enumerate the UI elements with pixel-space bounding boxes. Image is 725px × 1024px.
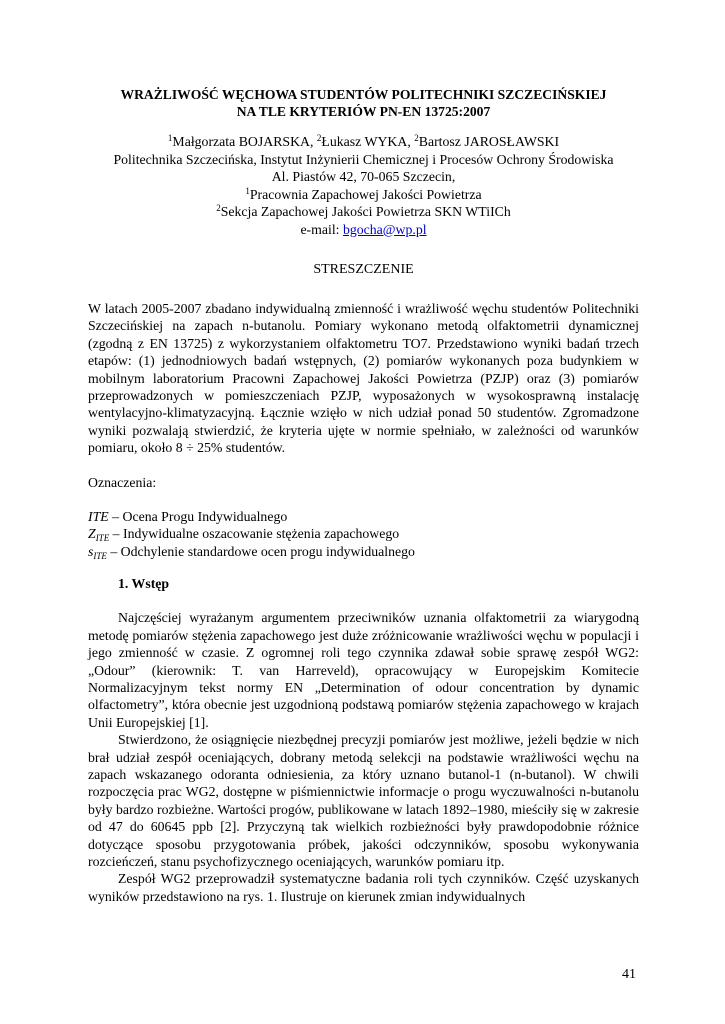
section-heading-introduction: 1. Wstęp (118, 576, 170, 592)
paper-page (88, 86, 639, 905)
email-link[interactable]: bgocha@wp.pl (342, 221, 427, 237)
email-line: e-mail: bgocha@wp.pl (300, 221, 427, 237)
author-block (88, 133, 639, 238)
notation-heading: Oznaczenia: (88, 474, 157, 490)
intro-paragraph-1: Najczęściej wyrażanym argumentem przeciwników uznania olfaktometrii za wiarygodną metodę pomiarów stężenia zapachowego jest duże zróżnicowanie wrażliwości węchu w populacji i jego zmienność w czasie. Z ogromnej roli tego czynnika zdawał sobie sprawę zespół WG2: „Odour” (kierownik: T. van Harreveld), opracowujący w Europejskim Komitecie Normalizacyjnym tekst normy EN „Determination of odour concentration by dynamic olfactometry”, która obecnie jest uzgodnioną podstawą pomiarów stężenia zapachowego w krajach Unii Europejskiej [1]. (88, 610, 639, 730)
intro-paragraph-2: Stwierdzono, że osiągnięcie niezbędnej precyzji pomiarów jest możliwe, jeżeli będzie w nich brał udział zespół oceniających, dobrany metodą selekcji na podstawie wrażliwości węchu na zapach wskazanego odoranta odniesienia, za który uznano butanol-1 (n-butanol). W chwili rozpoczęcia prac WG2, dostępne w piśmiennictwie informacje o progu wyczuwalności n-butanolu były bardzo rozbieżne. Wartości progów, publikowane w latach 1892–1980, mieściły się w zakresie od 47 do 60645 ppb [2]. Przyczyną tak wielkich rozbieżności były prawdopodobnie różnice dotyczące sposobu przygotowania próbek, jakości odczynników, sposobu wykonywania rozcieńczeń, stanu psychofizycznego oceniających, warunków pomiaru itp. (88, 732, 639, 869)
abstract-text: W latach 2005-2007 zbadano indywidualną zmienność i wrażliwość węchu studentów Politechniki Szczecińskiej na zapach n-butanolu. Pomiary wykonano metodą olfaktometrii dynamicznej (zgodną z EN 13725) z wykorzystaniem olfaktometru TO7. Przedstawiono wyniki badań trzech etapów: (1) jednodniowych badań wstępnych, (2) pomiarów wykonanych poza budynkiem w mobilnym laboratorium Pracowni Zapachowej Jakości Powietrza (PZJP) oraz (3) pomiarów przeprowadzonych w pomieszczeniach PZJP, wyposażonych w wysokosprawną instalację wentylacyjno-klimatyzacyjną. Łącznie wzięło w nich udział ponad 50 studentów. Zgromadzone wyniki pozwalają stwierdzić, że kryteria ujęte w normie spełniało, w zależności od warunków pomiaru, około 8 ÷ 25% studentów. (88, 301, 639, 456)
page-number: 41 (622, 967, 636, 982)
title-line-2: NA TLE KRYTERIÓW PN-EN 13725:2007 (236, 104, 491, 119)
author-names: $^1$Małgorzata BOJARSKA, $^2$Łukasz WYKA, $^2$Bartosz JAROSŁAWSKI (167, 133, 560, 149)
abstract-heading: STRESZCZENIE (313, 262, 414, 277)
affiliation: Politechnika Szczecińska, Instytut Inżynierii Chemicznej i Procesów Ochrony Środowiska (113, 151, 614, 167)
notation-s-ite: $s_{ITE}$ – Odchylenie standardowe ocen progu indywidualnego (88, 543, 415, 561)
notation-ite: ITE – Ocena Progu Indywidualnego (88, 509, 288, 525)
unit-1: $^1$Pracownia Zapachowej Jakości Powietrza (245, 185, 482, 202)
title-line-1: WRAŻLIWOŚĆ WĘCHOWA STUDENTÓW POLITECHNIKI SZCZECIŃSKIEJ (120, 87, 607, 102)
unit-2: $^2$Sekcja Zapachowej Jakości Powietrza SKN WTiICh (216, 203, 511, 219)
notation-z-ite: $Z_{ITE}$ – Indywidualne oszacowanie stężenia zapachowego (88, 526, 400, 544)
notation-list (88, 508, 639, 560)
paper-title (88, 86, 639, 120)
intro-paragraph-3: Zespół WG2 przeprowadził systematyczne badania roli tych czynników. Część uzyskanych wyników przedstawiono na rys. 1. Ilustruje on kierunek zmian indywidualnych (88, 871, 639, 904)
address: Al. Piastów 42, 70-065 Szczecin, (271, 169, 456, 184)
